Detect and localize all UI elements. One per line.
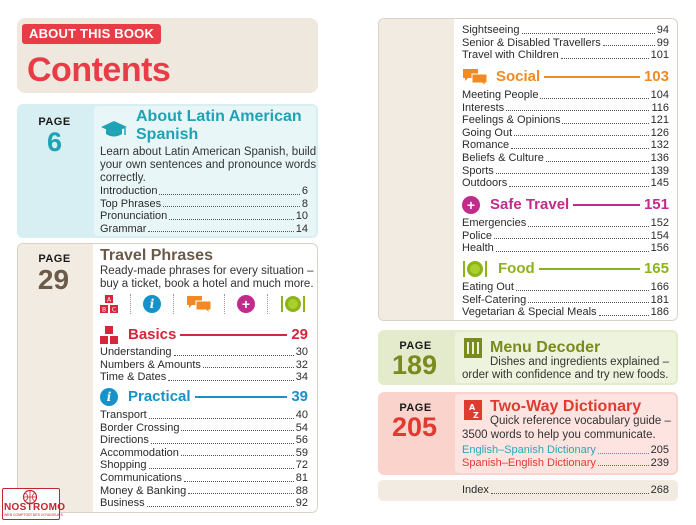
dict-desc-line2: 3500 words to help you communicate. (462, 429, 656, 441)
toc-entry-label: Pronunciation (100, 210, 168, 223)
toc-entry-label: Self-Catering (462, 293, 527, 306)
toc-entry-page: 145 (650, 177, 669, 190)
toc-entry-page: 116 (651, 101, 669, 114)
toc-entry-page: 32 (295, 358, 308, 371)
toc-entry-label: Senior & Disabled Travellers (462, 36, 601, 49)
dot-leader (514, 135, 649, 136)
toc-entry-label: Feelings & Opinions (462, 114, 561, 127)
dot-leader (522, 33, 655, 34)
toc-entry[interactable] (100, 459, 308, 472)
about-page-word: PAGE (38, 116, 71, 128)
basics-page: 29 (291, 326, 308, 343)
toc-entry[interactable] (462, 177, 669, 190)
icon-divider (130, 294, 131, 314)
dot-leader (174, 355, 294, 356)
dot-leader (147, 506, 294, 507)
dot-leader (159, 194, 299, 195)
toc-entry[interactable] (462, 242, 669, 255)
about-desc-line3: correctly. (100, 172, 146, 184)
practical-title: Practical (128, 388, 191, 405)
dot-leader (561, 58, 649, 59)
dot-leader (506, 110, 649, 111)
food-title: Food (498, 260, 535, 277)
safe-travel-title: Safe Travel (490, 196, 570, 213)
basics-toc-list (100, 346, 308, 384)
toc-entry-label: Romance (462, 139, 510, 152)
travel-page-word: PAGE (38, 253, 71, 265)
toc-entry-label: Business (100, 497, 145, 510)
toc-entry-page: 30 (295, 346, 308, 358)
toc-entry-page: 72 (295, 459, 308, 472)
dict-page-word: PAGE (399, 402, 432, 414)
toc-entry[interactable] (462, 127, 669, 140)
safe-travel-heading[interactable] (462, 196, 669, 214)
toc-entry-page: 81 (295, 471, 308, 484)
menu-page-word: PAGE (399, 340, 432, 352)
heading-rule (180, 334, 287, 336)
social-section (462, 67, 669, 87)
toc-entry[interactable] (462, 24, 669, 37)
dot-leader (496, 251, 649, 252)
toc-entry-page: 205 (650, 444, 669, 456)
dot-leader (149, 418, 294, 419)
basics-section (100, 325, 308, 345)
toc-entry[interactable] (100, 434, 308, 447)
dot-leader (494, 238, 649, 239)
toc-entry-english-spanish[interactable] (462, 444, 669, 457)
toc-entry-label: Index (462, 484, 489, 496)
menu-book-icon (463, 337, 483, 359)
toc-entry-label: Border Crossing (100, 421, 180, 434)
svg-text:Z: Z (473, 411, 479, 420)
svg-text:B: B (101, 306, 107, 314)
icon-divider (173, 294, 174, 314)
nostromo-logo (2, 488, 66, 520)
toc-entry[interactable] (100, 223, 308, 236)
toc-entry-page: 56 (295, 434, 308, 447)
about-title-line2: Spanish (136, 126, 199, 143)
toc-entry-page: 152 (650, 217, 669, 229)
dot-leader (528, 302, 648, 303)
menu-page-number: 189 (391, 350, 438, 380)
about-page-number: 6 (46, 127, 63, 157)
heading-rule (195, 396, 288, 398)
toc-entry[interactable] (100, 485, 308, 498)
travel-page-number: 29 (37, 264, 70, 295)
heading-rule (539, 268, 640, 270)
practical-toc-list (100, 409, 308, 510)
toc-entry-page: 92 (295, 497, 308, 510)
toc-entry[interactable] (462, 139, 669, 152)
about-title-line1: About Latin American (136, 108, 302, 125)
toc-entry[interactable] (100, 346, 308, 359)
toc-entry-page: 34 (295, 371, 308, 384)
toc-entry-label: Communications (100, 471, 182, 484)
toc-entry[interactable] (100, 422, 308, 435)
toc-entry[interactable] (462, 165, 669, 178)
dot-leader (562, 123, 648, 124)
travel-desc-line2: buy a ticket, book a hotel and much more. (100, 278, 314, 290)
toc-entry-page: 59 (295, 446, 308, 459)
toc-entry-label: Directions (100, 434, 149, 447)
toc-entry[interactable] (100, 359, 308, 372)
toc-entry-page: 154 (650, 229, 669, 242)
about-desc-line1: Learn about Latin American Spanish, build (100, 146, 317, 158)
svg-text:A: A (469, 403, 476, 412)
social-heading[interactable] (462, 67, 669, 87)
toc-entry[interactable] (100, 409, 308, 422)
svg-text:A: A (106, 296, 112, 304)
menu-desc-line2: order with confidence and try new foods. (462, 369, 669, 381)
toc-entry-label: Police (462, 229, 492, 242)
dot-leader (149, 468, 294, 469)
toc-entry-label: Beliefs & Culture (462, 151, 544, 164)
dot-leader (168, 380, 294, 381)
travel-icon-strip (100, 293, 312, 315)
toc-entry[interactable] (462, 37, 669, 50)
plate-cutlery-icon (462, 259, 488, 279)
toc-entry[interactable] (462, 49, 669, 62)
dot-leader (603, 45, 655, 46)
menu-desc-line1: Dishes and ingredients explained – (490, 356, 670, 368)
travel-title: Travel Phrases (100, 247, 213, 264)
toc-entry-label: Money & Banking (100, 484, 187, 497)
icon-divider (224, 294, 225, 314)
toc-entry-page: 6 (301, 185, 308, 197)
right-page-column (379, 19, 454, 320)
dot-leader (599, 315, 649, 316)
plate-cutlery-icon (280, 294, 306, 314)
dot-leader (491, 493, 649, 494)
page-title: Contents (27, 51, 171, 89)
toc-entry[interactable] (100, 198, 308, 211)
toc-entry-label: Going Out (462, 126, 513, 139)
svg-text:C: C (111, 306, 117, 314)
dict-desc-line1: Quick reference vocabulary guide – (490, 415, 671, 427)
toc-entry-label: Meeting People (462, 89, 539, 101)
toc-entry-page: 136 (650, 151, 669, 164)
toc-entry[interactable] (462, 152, 669, 165)
alphabet-blocks-icon (100, 325, 118, 345)
dot-leader (509, 186, 648, 187)
toc-entry[interactable] (462, 281, 669, 294)
dictionary-toc-list (462, 444, 669, 469)
dot-leader (169, 219, 293, 220)
toc-entry-index[interactable] (462, 484, 669, 497)
dictionary-title: Two-Way Dictionary (490, 398, 642, 415)
toc-entry[interactable] (462, 306, 669, 319)
basics-title: Basics (128, 326, 177, 343)
toc-entry-label: Accommodation (100, 446, 179, 459)
safe-travel-section (462, 196, 669, 214)
alphabet-blocks-icon (100, 294, 118, 314)
info-icon: i (100, 388, 118, 406)
food-section (462, 259, 669, 279)
dot-leader (598, 453, 649, 454)
toc-entry-page: 104 (650, 89, 669, 101)
practical-heading[interactable] (100, 388, 308, 406)
toc-entry-label: Health (462, 242, 494, 255)
toc-entry-page: 239 (650, 456, 669, 469)
practical-section (100, 388, 308, 406)
social-page: 103 (643, 68, 669, 85)
safe-travel-toc-list (462, 217, 669, 255)
basics-heading[interactable] (100, 325, 308, 345)
toc-entry-label: Emergencies (462, 217, 527, 229)
social-toc-list (462, 89, 669, 190)
toc-entry-label: Eating Out (462, 281, 514, 293)
toc-entry[interactable] (100, 497, 308, 510)
toc-entry-page: 40 (295, 409, 308, 421)
dot-leader (181, 455, 294, 456)
toc-entry-page: 126 (650, 126, 669, 139)
dot-leader (528, 226, 648, 227)
food-toc-list (462, 281, 669, 319)
toc-entry-label: Numbers & Amounts (100, 358, 201, 371)
toc-entry-label: Time & Dates (100, 371, 167, 384)
toc-entry-label: Shopping (100, 459, 147, 472)
logo-tagline: WEB COMPTOIR DES VOYAGEURS (4, 513, 63, 517)
toc-entry-label: Introduction (100, 185, 158, 197)
dict-page-number: 205 (391, 412, 438, 442)
food-page: 165 (643, 260, 669, 277)
practical-continued-list (462, 24, 669, 62)
dot-leader (181, 430, 293, 431)
toc-entry[interactable] (100, 472, 308, 485)
icon-divider (267, 294, 268, 314)
toc-entry-page: 54 (295, 421, 308, 434)
dot-leader (598, 465, 649, 466)
dot-leader (511, 148, 649, 149)
dot-leader (151, 443, 294, 444)
dictionary-icon (463, 399, 483, 421)
plus-cross-icon: + (237, 295, 255, 313)
toc-entry-label: Grammar (100, 222, 147, 235)
toc-entry[interactable] (462, 114, 669, 127)
dot-leader (188, 493, 294, 494)
toc-entry-label: Outdoors (462, 177, 508, 190)
toc-entry-page: 8 (301, 197, 308, 210)
toc-entry-label: Travel with Children (462, 49, 559, 62)
about-this-book-tag: ABOUT THIS BOOK (22, 24, 161, 44)
index-entry-wrap (462, 484, 669, 497)
toc-entry[interactable] (100, 210, 308, 223)
toc-entry-page: 99 (656, 36, 669, 49)
dot-leader (516, 290, 649, 291)
dot-leader (203, 367, 294, 368)
dot-leader (148, 231, 293, 232)
toc-entry-label: Spanish–English Dictionary (462, 456, 596, 469)
toc-entry[interactable] (462, 294, 669, 307)
toc-entry-label: Transport (100, 409, 147, 421)
about-desc-line2: your own sentences and pronounce words (100, 159, 317, 171)
graduation-cap-icon (100, 118, 128, 140)
toc-entry[interactable] (100, 447, 308, 460)
social-title: Social (496, 68, 541, 85)
toc-entry-label: Interests (462, 101, 505, 114)
toc-entry-page: 181 (650, 293, 669, 306)
practical-page: 39 (291, 388, 308, 405)
safe-travel-page: 151 (643, 196, 669, 213)
toc-entry-page: 94 (656, 24, 669, 36)
toc-entry[interactable] (462, 217, 669, 230)
toc-entry-page: 166 (650, 281, 669, 293)
toc-entry-page: 121 (650, 114, 669, 127)
heading-rule (573, 204, 640, 206)
toc-entry-label: Sports (462, 164, 494, 177)
plus-cross-icon: + (462, 196, 480, 214)
toc-entry-page: 139 (650, 164, 669, 177)
toc-entry-page: 186 (650, 306, 669, 319)
toc-entry-page: 268 (650, 484, 669, 496)
toc-entry-label: Understanding (100, 346, 172, 358)
travel-desc-line1: Ready-made phrases for every situation – (100, 265, 314, 277)
toc-entry-page: 88 (295, 484, 308, 497)
toc-entry-page: 14 (295, 222, 308, 235)
toc-entry[interactable] (100, 371, 308, 384)
food-heading[interactable] (462, 259, 669, 279)
info-icon: i (143, 295, 161, 313)
toc-entry-page: 10 (295, 210, 308, 223)
dot-leader (540, 98, 648, 99)
about-toc-list (100, 185, 308, 235)
toc-entry-spanish-english[interactable] (462, 457, 669, 470)
dot-leader (496, 173, 649, 174)
toc-entry-label: Sightseeing (462, 24, 520, 36)
toc-entry-page: 132 (650, 139, 669, 152)
menu-decoder-title: Menu Decoder (490, 339, 601, 356)
toc-entry[interactable] (462, 102, 669, 115)
dot-leader (546, 161, 649, 162)
heading-rule (544, 76, 640, 78)
toc-entry[interactable] (462, 89, 669, 102)
speech-bubbles-icon (462, 67, 488, 87)
toc-entry-page: 101 (650, 49, 669, 62)
speech-bubbles-icon (186, 294, 212, 314)
dot-leader (163, 206, 300, 207)
toc-entry-label: Top Phrases (100, 197, 162, 210)
logo-name: NOSTROMO (4, 502, 66, 513)
toc-entry-label: English–Spanish Dictionary (462, 444, 596, 456)
dot-leader (184, 481, 294, 482)
toc-entry[interactable] (100, 185, 308, 198)
toc-entry-label: Vegetarian & Special Meals (462, 306, 597, 319)
toc-entry-page: 156 (650, 242, 669, 255)
toc-entry[interactable] (462, 230, 669, 243)
